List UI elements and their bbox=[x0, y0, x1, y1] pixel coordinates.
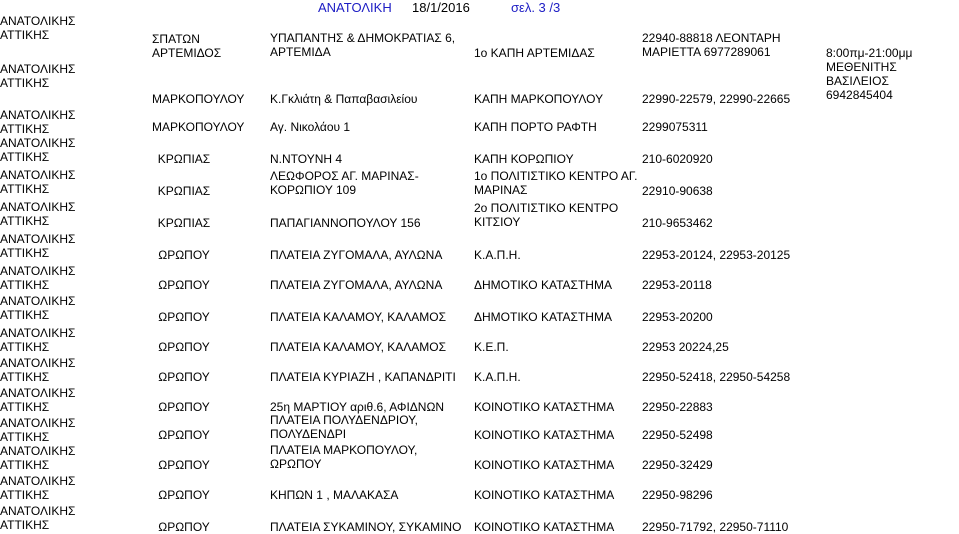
table-row bbox=[0, 134, 959, 166]
cell-place: ΚΑΠΗ ΚΟΡΩΠΙΟΥ bbox=[474, 152, 574, 166]
cell-region: ΑΝΑΤΟΛΙΚΗΣ ΑΤΤΙΚΗΣ bbox=[0, 504, 76, 532]
cell-phone: 210-6020920 bbox=[642, 152, 713, 166]
cell-phone: 22953-20124, 22953-20125 bbox=[642, 248, 791, 262]
cell-municipality: ΩΡΩΠΟΥ bbox=[158, 520, 210, 534]
table-row bbox=[0, 442, 959, 472]
cell-phone: 22950-71792, 22950-71110 bbox=[642, 520, 789, 534]
cell-place: ΚΟΙΝΟΤΙΚΟ ΚΑΤΑΣΤΗΜΑ bbox=[474, 520, 615, 534]
cell-region: ΑΝΑΤΟΛΙΚΗΣ ΑΤΤΙΚΗΣ bbox=[0, 136, 76, 164]
table-row bbox=[0, 262, 959, 292]
table-row bbox=[0, 166, 959, 198]
cell-phone: 22950-98296 bbox=[642, 488, 713, 502]
table-row bbox=[0, 198, 959, 230]
cell-region: ΑΝΑΤΟΛΙΚΗΣ ΑΤΤΙΚΗΣ bbox=[0, 108, 76, 136]
table-row bbox=[0, 230, 959, 262]
cell-municipality: ΩΡΩΠΟΥ bbox=[158, 310, 210, 324]
cell-place: ΚΟΙΝΟΤΙΚΟ ΚΑΤΑΣΤΗΜΑ bbox=[474, 400, 615, 414]
cell-phone: 2299075311 bbox=[642, 120, 708, 134]
cell-municipality: ΜΑΡΚΟΠΟΥΛΟΥ bbox=[152, 92, 245, 106]
cell-municipality: ΚΡΩΠΙΑΣ bbox=[157, 184, 211, 198]
cell-place: Κ.Ε.Π. bbox=[474, 340, 509, 354]
cell-municipality: ΩΡΩΠΟΥ bbox=[158, 400, 210, 414]
cell-municipality: ΣΠΑΤΩΝ ΑΡΤΕΜΙΔΟΣ bbox=[152, 32, 222, 60]
cell-place: Κ.Α.Π.Η. bbox=[474, 370, 521, 384]
cell-place: ΚΑΠΗ ΠΟΡΤΟ ΡΑΦΤΗ bbox=[474, 120, 597, 134]
cell-municipality: ΚΡΩΠΙΑΣ bbox=[157, 152, 211, 166]
cell-municipality: ΚΡΩΠΙΑΣ bbox=[157, 216, 211, 230]
table-row bbox=[0, 414, 959, 442]
cell-region: ΑΝΑΤΟΛΙΚΗΣ ΑΤΤΙΚΗΣ bbox=[0, 62, 76, 90]
cell-address: ΥΠΑΠΑΝΤΗΣ & ΔΗΜΟΚΡΑΤΙΑΣ 6, ΑΡΤΕΜΙΔΑ bbox=[270, 31, 456, 59]
cell-address: ΚΗΠΩΝ 1 , ΜΑΛΑΚΑΣΑ bbox=[270, 488, 399, 502]
cell-municipality: ΩΡΩΠΟΥ bbox=[158, 340, 210, 354]
cell-phone: 22940-88818 ΛΕΟΝΤΑΡΗ ΜΑΡΙΕΤΤΑ 6977289061 bbox=[642, 31, 781, 59]
cell-address: ΠΛΑΤΕΙΑ ΣΥΚΑΜΙΝΟΥ, ΣΥΚΑΜΙΝΟ bbox=[270, 520, 462, 534]
cell-municipality: ΩΡΩΠΟΥ bbox=[158, 278, 210, 292]
cell-region: ΑΝΑΤΟΛΙΚΗΣ ΑΤΤΙΚΗΣ bbox=[0, 356, 76, 384]
cell-place: 2ο ΠΟΛΙΤΙΣΤΙΚΟ ΚΕΝΤΡΟ ΚΙΤΣΙΟΥ bbox=[474, 201, 619, 229]
cell-region: ΑΝΑΤΟΛΙΚΗΣ ΑΤΤΙΚΗΣ bbox=[0, 444, 76, 472]
cell-place: 1ο ΠΟΛΙΤΙΣΤΙΚΟ ΚΕΝΤΡΟ ΑΓ. ΜΑΡΙΝΑΣ bbox=[474, 169, 638, 197]
cell-region: ΑΝΑΤΟΛΙΚΗΣ ΑΤΤΙΚΗΣ bbox=[0, 416, 76, 444]
cell-address: Ν.ΝΤΟΥΝΗ 4 bbox=[270, 152, 343, 166]
cell-address: ΠΛΑΤΕΙΑ ΠΟΛΥΔΕΝΔΡΙΟΥ, ΠΟΛΥΔΕΝΔΡΙ bbox=[270, 413, 418, 441]
cell-region: ΑΝΑΤΟΛΙΚΗΣ ΑΤΤΙΚΗΣ bbox=[0, 474, 76, 502]
cell-region: ΑΝΑΤΟΛΙΚΗΣ ΑΤΤΙΚΗΣ bbox=[0, 294, 76, 322]
cell-place: ΚΟΙΝΟΤΙΚΟ ΚΑΤΑΣΤΗΜΑ bbox=[474, 458, 615, 472]
table-row bbox=[0, 384, 959, 414]
cell-place: 1ο ΚΑΠΗ ΑΡΤΕΜΙΔΑΣ bbox=[474, 46, 595, 60]
cell-address: Αγ. Νικολάου 1 bbox=[270, 120, 351, 134]
cell-region: ΑΝΑΤΟΛΙΚΗΣ ΑΤΤΙΚΗΣ bbox=[0, 14, 76, 42]
cell-region: ΑΝΑΤΟΛΙΚΗΣ ΑΤΤΙΚΗΣ bbox=[0, 326, 76, 354]
cell-address: ΠΑΠΑΓΙΑΝΝΟΠΟΥΛΟΥ 156 bbox=[270, 216, 421, 230]
cell-phone: 22910-90638 bbox=[642, 184, 713, 198]
cell-region: ΑΝΑΤΟΛΙΚΗΣ ΑΤΤΙΚΗΣ bbox=[0, 264, 76, 292]
cell-municipality: ΩΡΩΠΟΥ bbox=[158, 488, 210, 502]
table-row bbox=[0, 292, 959, 324]
cell-municipality: ΩΡΩΠΟΥ bbox=[158, 248, 210, 262]
cell-address: ΠΛΑΤΕΙΑ ΚΥΡΙΑΖΗ , ΚΑΠΑΝΔΡΙΤΙ bbox=[270, 370, 456, 384]
cell-address: ΠΛΑΤΕΙΑ ΖΥΓΟΜΑΛΑ, ΑΥΛΩΝΑ bbox=[270, 278, 443, 292]
cell-place: ΔΗΜΟΤΙΚΟ ΚΑΤΑΣΤΗΜΑ bbox=[474, 310, 612, 324]
cell-municipality: ΩΡΩΠΟΥ bbox=[158, 458, 210, 472]
table-row bbox=[0, 106, 959, 134]
cell-region: ΑΝΑΤΟΛΙΚΗΣ ΑΤΤΙΚΗΣ bbox=[0, 168, 76, 196]
cell-phone: 210-9653462 bbox=[642, 216, 713, 230]
cell-address: 25η ΜΑΡΤΙΟΥ αριθ.6, ΑΦΙΔΝΩΝ bbox=[270, 400, 445, 414]
cell-address: ΠΛΑΤΕΙΑ ΜΑΡΚΟΠΟΥΛΟΥ, ΩΡΩΠΟΥ bbox=[270, 443, 418, 471]
cell-phone: 22950-52498 bbox=[642, 428, 713, 442]
cell-phone: 22950-22883 bbox=[642, 400, 713, 414]
cell-phone: 22950-52418, 22950-54258 bbox=[642, 370, 791, 384]
table-row bbox=[0, 354, 959, 384]
cell-address: Κ.Γκλιάτη & Παπαβασιλείου bbox=[270, 92, 418, 106]
cell-phone: 22953 20224,25 bbox=[642, 340, 729, 354]
table-row bbox=[0, 472, 959, 502]
cell-address: ΛΕΩΦΟΡΟΣ ΑΓ. ΜΑΡΙΝΑΣ- ΚΟΡΩΠΙΟΥ 109 bbox=[270, 169, 419, 197]
table-row bbox=[0, 324, 959, 354]
cell-region: ΑΝΑΤΟΛΙΚΗΣ ΑΤΤΙΚΗΣ bbox=[0, 200, 76, 228]
header-region: ΑΝΑΤΟΛΙΚΗ bbox=[318, 0, 392, 15]
cell-notes: ΜΕΘΕΝΙΤΗΣ ΒΑΣΙΛΕΙΟΣ 6942845404 bbox=[826, 60, 897, 102]
cell-municipality: ΩΡΩΠΟΥ bbox=[158, 428, 210, 442]
cell-address: ΠΛΑΤΕΙΑ ΖΥΓΟΜΑΛΑ, ΑΥΛΩΝΑ bbox=[270, 248, 443, 262]
cell-address: ΠΛΑΤΕΙΑ ΚΑΛΑΜΟΥ, ΚΑΛΑΜΟΣ bbox=[270, 310, 447, 324]
cell-region: ΑΝΑΤΟΛΙΚΗΣ ΑΤΤΙΚΗΣ bbox=[0, 386, 76, 414]
cell-place: Κ.Α.Π.Η. bbox=[474, 248, 521, 262]
cell-notes: 8:00πμ-21:00μμ bbox=[826, 46, 913, 60]
cell-place: ΚΟΙΝΟΤΙΚΟ ΚΑΤΑΣΤΗΜΑ bbox=[474, 488, 615, 502]
header-date: 18/1/2016 bbox=[412, 0, 470, 15]
cell-phone: 22950-32429 bbox=[642, 458, 713, 472]
cell-municipality: ΜΑΡΚΟΠΟΥΛΟΥ bbox=[152, 120, 245, 134]
cell-address: ΠΛΑΤΕΙΑ ΚΑΛΑΜΟΥ, ΚΑΛΑΜΟΣ bbox=[270, 340, 447, 354]
cell-region: ΑΝΑΤΟΛΙΚΗΣ ΑΤΤΙΚΗΣ bbox=[0, 232, 76, 260]
cell-municipality: ΩΡΩΠΟΥ bbox=[158, 370, 210, 384]
cell-phone: 22990-22579, 22990-22665 bbox=[642, 92, 791, 106]
cell-place: ΚΑΠΗ ΜΑΡΚΟΠΟΥΛΟΥ bbox=[474, 92, 604, 106]
table-row bbox=[0, 502, 959, 534]
table-row bbox=[0, 60, 959, 106]
header-page-number: σελ. 3 /3 bbox=[511, 0, 561, 15]
cell-place: ΔΗΜΟΤΙΚΟ ΚΑΤΑΣΤΗΜΑ bbox=[474, 278, 612, 292]
cell-phone: 22953-20118 bbox=[642, 278, 712, 292]
cell-place: ΚΟΙΝΟΤΙΚΟ ΚΑΤΑΣΤΗΜΑ bbox=[474, 428, 615, 442]
cell-phone: 22953-20200 bbox=[642, 310, 713, 324]
table-row bbox=[0, 12, 959, 60]
